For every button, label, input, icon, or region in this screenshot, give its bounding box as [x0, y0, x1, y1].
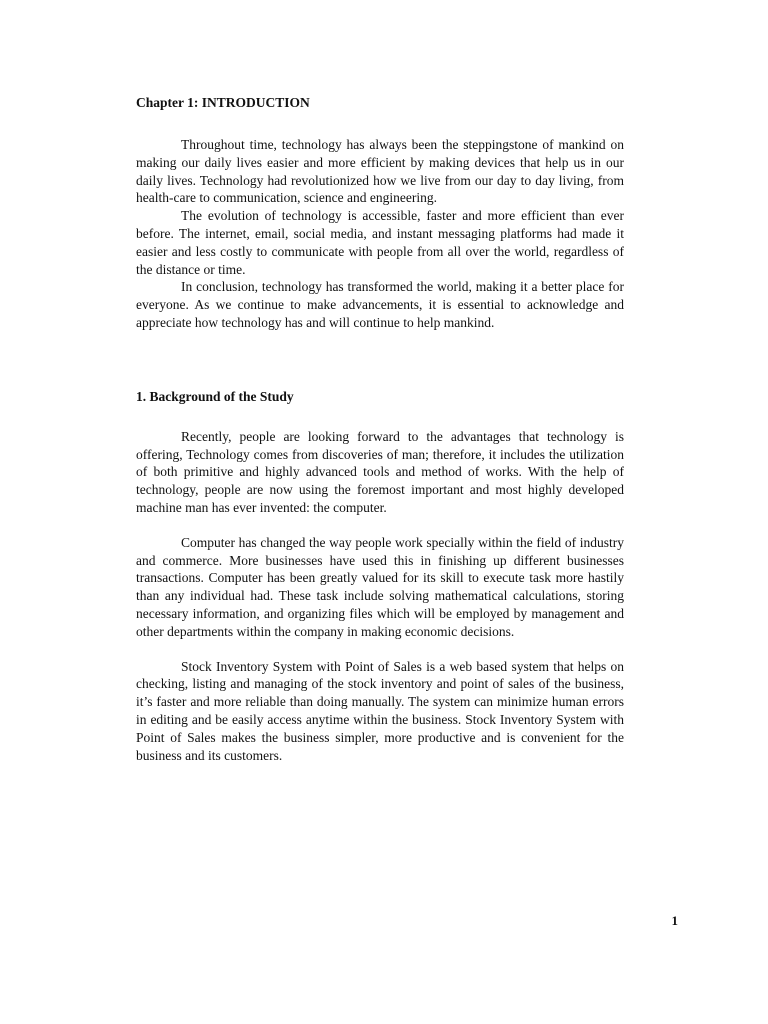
section-title: 1. Background of the Study — [136, 388, 294, 404]
page-number: 1 — [671, 913, 678, 928]
background-paragraph-1: Recently, people are looking forward to the advantages that technology is offering, Technology comes from discoveries of man; therefore, it includes the utilization of both primitive and highly advanced tools and method of works. With the help of technology, people are now using the foremost important and most highly developed machine man has ever invented: the computer. — [136, 428, 624, 515]
intro-paragraph-1: Throughout time, technology has always been the steppingstone of mankind on making our daily lives easier and more efficient by making devices that help us in our daily lives. Technology had revolutionized how we live from our day to day living, from health-care to communication, science and engineering. — [136, 137, 624, 206]
background-paragraph-2: Computer has changed the way people work specially within the field of industry and commerce. More businesses have used this in finishing up different businesses transactions. Computer has been greatly valued for its skill to execute task more hastily than any individual had. These task include solving mathematical calculations, storing necessary information, and organizing files which will be employed by management and other departments within the company in making economic decisions. — [136, 534, 624, 639]
intro-paragraph-3: In conclusion, technology has transformed the world, making it a better place for everyone. As we continue to make advancements, it is essential to acknowledge and appreciate how technology has and will continue to help mankind. — [136, 279, 624, 330]
page-content — [136, 94, 624, 764]
intro-paragraph-2: The evolution of technology is accessible, faster and more efficient than ever before. The internet, email, social media, and instant messaging platforms had made it easier and less costly to communicate with people from all over the world, regardless of the distance or time. — [136, 208, 624, 277]
chapter-title: Chapter 1: INTRODUCTION — [136, 95, 310, 110]
background-paragraph-3: Stock Inventory System with Point of Sales is a web based system that helps on checking, listing and managing of the stock inventory and point of sales of the business, it’s faster and more reliable than doing manually. The system can minimize human errors in editing and be easily access anytime within the business. Stock Inventory System with Point of Sales makes the business simpler, more productive and is convenient for the business and its customers. — [136, 658, 624, 763]
